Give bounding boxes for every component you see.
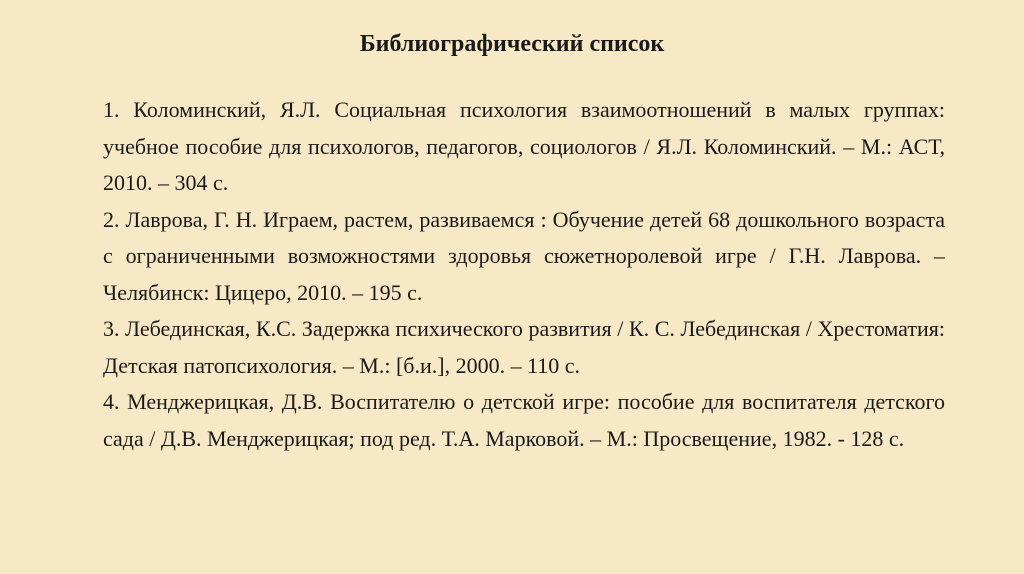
reference-item-1: 1. Коломинский, Я.Л. Социальная психология взаимоотношений в малых группах: учебное пособие для психологов, педагогов, социологов / Я.Л. Коломинский. – М.: АСТ, 2010. – 304 с. <box>103 97 945 195</box>
slide-title: Библиографический список <box>359 31 665 57</box>
reference-item-2: 2. Лаврова, Г. Н. Играем, растем, развиваемся : Обучение детей 68 дошкольного возраста с ограниченными возможностями здоровья сюжетноролевой игре / Г.Н. Лаврова. – Челябинск: Цицеро, 2010. – 195 с. <box>103 206 945 305</box>
reference-list <box>103 92 945 457</box>
reference-item-3: 3. Лебединская, К.С. Задержка психического развития / К. С. Лебединская / Хрестоматия: Детская патопсихология. – М.: [б.и.], 2000. – 110 с. <box>103 316 945 378</box>
reference-item-4: 4. Менджерицкая, Д.В. Воспитателю о детской игре: пособие для воспитателя детского сада / Д.В. Менджерицкая; под ред. Т.А. Марковой. – М.: Просвещение, 1982. - 128 с. <box>103 389 945 451</box>
